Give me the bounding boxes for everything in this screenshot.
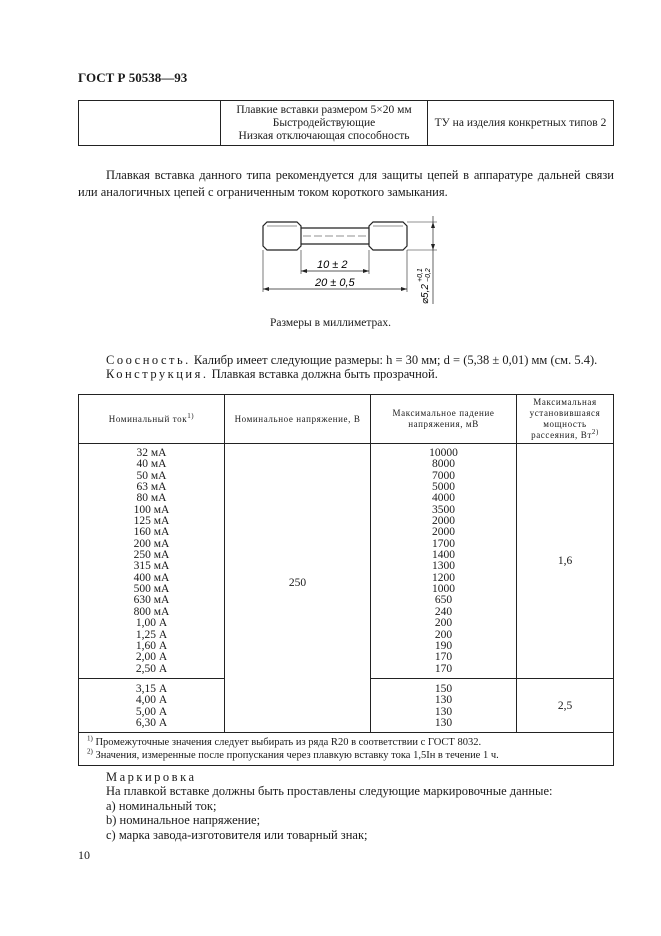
dim-tol-lower: −0,2 (425, 268, 432, 282)
spec-line-1: Плавкие вставки размером 5×20 мм (236, 103, 412, 116)
marking-line-0: На плавкой вставке должны быть проставлены следующие маркировочные данные: (106, 784, 553, 798)
voltage-drop-value: 200 (434, 617, 453, 630)
coaxiality-term: Соосность. (106, 353, 191, 367)
table-notes (79, 733, 614, 766)
voltage-drop-value: 170 (434, 662, 453, 675)
current-value: 500 мА (133, 583, 170, 596)
rated-voltage-value: 250 (225, 444, 371, 733)
current-value: 32 мА (136, 447, 167, 459)
voltage-drop-value: 150 (434, 682, 453, 695)
voltage-drop-value: 1000 (432, 583, 455, 596)
current-value: 3,15 А (135, 682, 168, 695)
footnote-2: $^{2)}$ Значения, измеренные после пропускания через плавкую вставку тока 1,5Iн в течение 1 ч. (87, 747, 499, 762)
current-value: 630 мА (133, 594, 170, 607)
marking-item-b: b) номинальное напряжение; (106, 813, 261, 827)
voltage-drop-value: 5000 (432, 481, 455, 494)
current-value: 63 мА (136, 481, 167, 494)
current-value: 200 мА (133, 537, 170, 550)
voltage-drop-value: 1400 (432, 549, 455, 562)
voltage-drop-value: 1700 (432, 537, 455, 550)
voltage-drop-value: 190 (434, 639, 453, 652)
table-header-row (79, 395, 614, 444)
current-value: 315 мА (133, 560, 170, 573)
group2-currents (79, 678, 225, 732)
voltage-drop-value: 4000 (432, 492, 455, 505)
group1-currents (79, 444, 225, 679)
construction-text: Плавкая вставка должна быть прозрачной. (211, 367, 438, 381)
dim-diameter-label: ⌀5,2 (420, 284, 431, 304)
table-row-group-1 (79, 444, 614, 679)
header-max-voltage-drop: Максимальное падение напряжения, мВ (371, 395, 517, 444)
current-value: 1,60 А (135, 639, 168, 652)
construction-line (106, 366, 626, 383)
group2-drops (371, 678, 517, 732)
marking-list (106, 784, 552, 842)
voltage-drop-value: 240 (434, 605, 453, 618)
current-value: 50 мА (136, 469, 167, 482)
voltage-drop-value: 2000 (432, 526, 455, 539)
fuse-ratings-table (78, 394, 614, 766)
voltage-drop-value: 130 (434, 705, 453, 718)
voltage-drop-value: 2000 (432, 515, 455, 528)
marking-item-a: a) номинальный ток; (106, 798, 217, 813)
page-number: 10 (78, 848, 90, 862)
document-code: ГОСТ Р 50538—93 (78, 70, 188, 85)
voltage-drop-value: 1200 (432, 571, 455, 584)
voltage-drop-value: 10000 (429, 447, 458, 459)
group1-power: 1,6 (517, 444, 614, 679)
marking-heading: Маркировка (106, 770, 197, 784)
current-value: 160 мА (133, 526, 170, 539)
current-value: 250 мА (133, 549, 170, 562)
current-value: 800 мА (133, 605, 170, 618)
current-value: 1,25 А (135, 628, 168, 641)
spec-line-3: Низкая отключающая способность (238, 129, 410, 142)
spec-reference: ТУ на изделия конкретных типов 2 (428, 101, 614, 146)
marking-item-c: c) марка завода-изготовителя или товарный знак; (106, 827, 368, 842)
dim-outer-label: 20 ± 0,5 (315, 277, 355, 289)
current-value: 125 мА (133, 515, 170, 528)
group2-power: 2,5 (517, 678, 614, 732)
coaxiality-text: Калибр имеет следующие размеры: h = 30 мм; d = (5,38 ± 0,01) мм (см. 5.4). (193, 353, 598, 367)
figure-caption: Размеры в миллиметрах. (269, 317, 391, 329)
spec-box-empty-cell (79, 101, 221, 146)
header-rated-voltage: Номинальное напряжение, В (225, 395, 371, 444)
construction-term: Конструкция. (106, 367, 209, 381)
dim-inner-label: 10 ± 2 (317, 259, 348, 271)
current-value: 2,50 А (135, 662, 168, 675)
voltage-drop-value: 650 (434, 594, 453, 607)
voltage-drop-value: 7000 (432, 469, 455, 482)
header-rated-current: Номинальный ток$^{1)}$ (79, 395, 225, 444)
current-value: 6,30 А (135, 716, 168, 729)
voltage-drop-value: 200 (434, 628, 453, 641)
current-value: 1,00 А (135, 617, 168, 630)
current-value: 4,00 А (135, 694, 168, 707)
voltage-drop-value: 130 (434, 716, 453, 729)
footnote-1: $^{1)}$ Промежуточные значения следует выбирать из ряда R20 в соответствии с ГОСТ 8032. (87, 734, 482, 749)
header-max-power: Максимальная установившаяся мощность рассеяния, $Вт^{2)}$ (517, 395, 614, 444)
fuse-drawing (245, 212, 445, 312)
current-value: 40 мА (136, 458, 167, 471)
spec-line-2: Быстродействующие (272, 116, 376, 129)
voltage-drop-value: 8000 (432, 458, 455, 471)
group1-drops (371, 444, 517, 679)
spec-box-description (221, 101, 428, 146)
current-value: 400 мА (133, 571, 170, 584)
current-value: 5,00 А (135, 705, 168, 718)
current-value: 80 мА (136, 492, 167, 505)
intro-paragraph: Плавкая вставка данного типа рекомендуется для защиты цепей в аппаратуре дальней связи или аналогичных цепей с ограниченным током короткого замыкания. (78, 168, 614, 199)
table-notes-row (79, 733, 614, 766)
current-value: 100 мА (133, 503, 170, 516)
voltage-drop-value: 1300 (432, 560, 455, 573)
current-value: 2,00 А (135, 651, 168, 664)
voltage-drop-value: 3500 (432, 503, 455, 516)
voltage-drop-value: 170 (434, 651, 453, 664)
dim-tol-upper: +0,1 (417, 268, 424, 282)
spec-box (78, 100, 614, 146)
voltage-drop-value: 130 (434, 694, 453, 707)
